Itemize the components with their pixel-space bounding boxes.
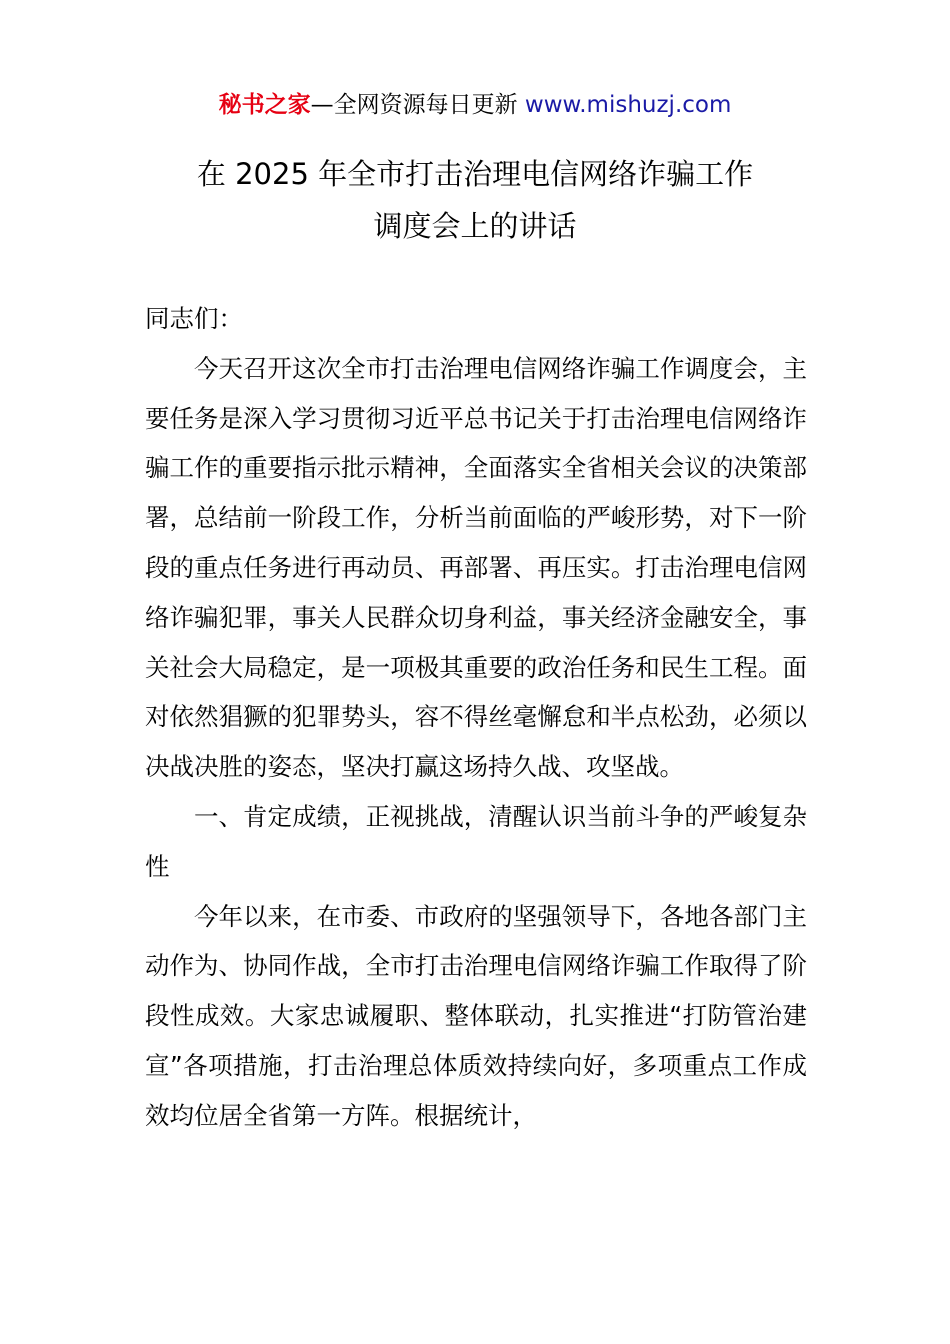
document-body (145, 294, 807, 1141)
document-title (0, 148, 950, 252)
salutation: 同志们： (145, 304, 243, 333)
title-line-1: 在 2025 年全市打击治理电信网络诈骗工作 (196, 157, 754, 191)
site-brand: 秘书之家 (218, 92, 311, 118)
paragraph-intro: 今天召开这次全市打击治理电信网络诈骗工作调度会，主要任务是深入学习贯彻习近平总书记关于打击治理电信网络诈骗工作的重要指示批示精神，全面落实全省相关会议的决策部署，总结前一阶段工作，分析当前面临的严峻形势，对下一阶段的重点任务进行再动员、再部署、再压实。打击治理电信网络诈骗犯罪，事关人民群众切身利益，事关经济金融安全，事关社会大局稳定，是一项极其重要的政治任务和民生工程。面对依然猖獗的犯罪势头，容不得丝毫懈怠和半点松劲，必须以决战决胜的姿态，坚决打赢这场持久战、攻坚战。 (145, 353, 807, 782)
site-tagline: —全网资源每日更新 (310, 92, 525, 118)
section-heading-1: 一、肯定成绩，正视挑战，清醒认识当前斗争的严峻复杂性 (145, 801, 807, 881)
title-line-2: 调度会上的讲话 (373, 209, 577, 243)
site-header (0, 88, 950, 122)
paragraph-achievements: 今年以来，在市委、市政府的坚强领导下，各地各部门主动作为、协同作战，全市打击治理电信网络诈骗工作取得了阶段性成效。大家忠诚履职、整体联动，扎实推进“打防管治建宣”各项措施，打击治理总体质效持续向好，多项重点工作成效均位居全省第一方阵。根据统计， (145, 901, 807, 1130)
site-url-link[interactable]: www.mishuzj.com (524, 92, 732, 118)
